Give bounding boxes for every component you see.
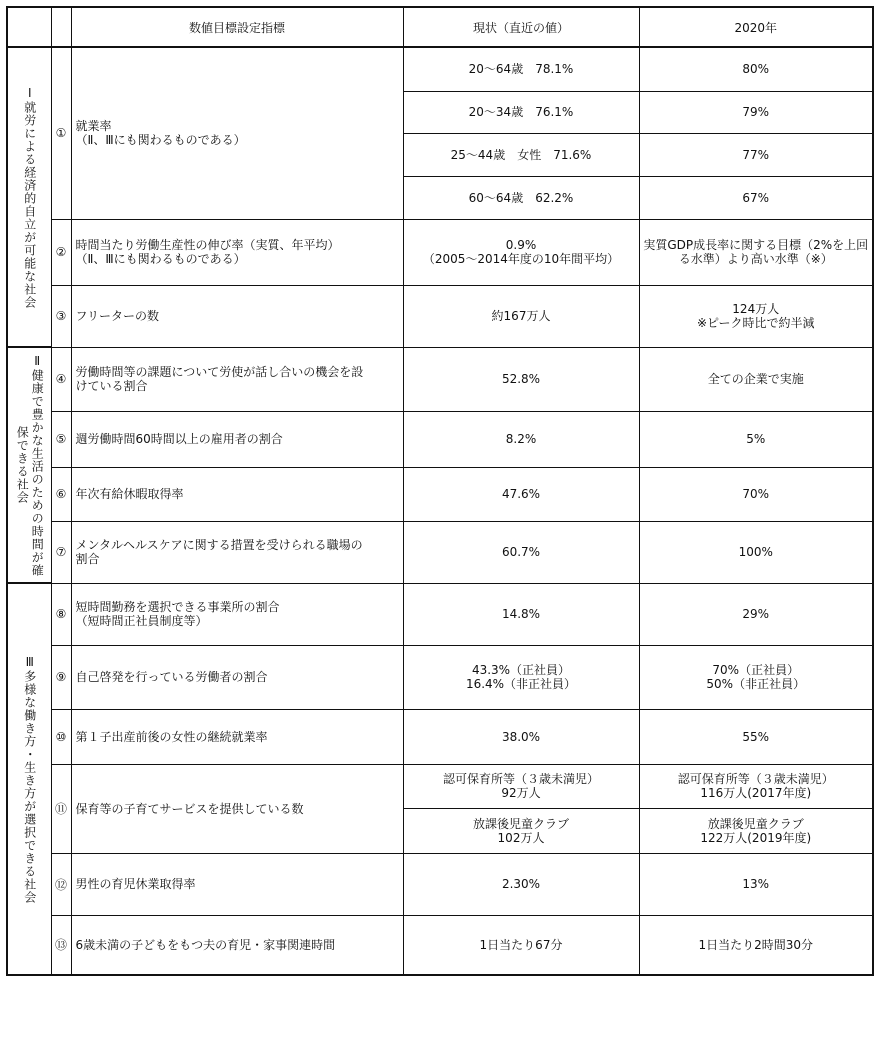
current-value: 25〜44歳 女性 71.6% bbox=[403, 133, 639, 176]
indicator-self-development: 自己啓発を行っている労働者の割合 bbox=[71, 645, 403, 709]
current-value: 14.8% bbox=[403, 583, 639, 645]
indicator-line: 労働時間等の課題について労使が話し合いの機会を設 bbox=[75, 365, 364, 379]
value-line: 認可保育所等（３歳未満児） bbox=[442, 772, 599, 786]
indicator-line: （Ⅱ、Ⅲにも関わるものである） bbox=[75, 133, 246, 148]
target-value: 100% bbox=[639, 521, 873, 583]
target-value: 77% bbox=[639, 133, 873, 176]
value-line: （2005〜2014年度の10年間平均） bbox=[422, 252, 620, 266]
indicator-line: けている割合 bbox=[75, 379, 148, 393]
current-value: 20〜34歳 76.1% bbox=[403, 91, 639, 133]
current-value: 20〜64歳 78.1% bbox=[403, 47, 639, 91]
row-number: ⑬ bbox=[51, 915, 71, 975]
row-number: ③ bbox=[51, 285, 71, 347]
row-number: ⑦ bbox=[51, 521, 71, 583]
value-line: 16.4%（非正社員） bbox=[465, 677, 577, 691]
table-row bbox=[7, 915, 873, 975]
table-row bbox=[7, 285, 873, 347]
target-value: 80% bbox=[639, 47, 873, 91]
indicator-childcare-services: 保育等の子育てサービスを提供している数 bbox=[71, 764, 403, 853]
indicator-husband-housework: 6歳未満の子どもをもつ夫の育児・家事関連時間 bbox=[71, 915, 403, 975]
targets-table bbox=[6, 6, 874, 976]
category-label: Ⅲ多様な働き方・生き方が選択できる社会 bbox=[22, 654, 37, 904]
table-row bbox=[7, 347, 873, 411]
category-I bbox=[7, 47, 51, 347]
table-row bbox=[7, 764, 873, 808]
category-III bbox=[7, 583, 51, 975]
current-value: 60.7% bbox=[403, 521, 639, 583]
table-row bbox=[7, 47, 873, 91]
value-line: 122万人(2019年度) bbox=[700, 830, 812, 845]
indicator-line: メンタルヘルスケアに関する措置を受けられる職場の bbox=[75, 538, 363, 552]
row-number: ⑤ bbox=[51, 411, 71, 467]
value-line: 50%（非正社員） bbox=[706, 677, 806, 691]
value-line: 92万人 bbox=[501, 786, 541, 800]
table-row bbox=[7, 467, 873, 521]
indicator-line: 就業率 bbox=[75, 119, 112, 134]
header-row bbox=[7, 7, 873, 47]
target-value: 70% bbox=[639, 467, 873, 521]
current-value bbox=[403, 219, 639, 285]
indicator-freeters: フリーターの数 bbox=[71, 285, 403, 347]
indicator-employment-rate bbox=[71, 47, 403, 219]
current-value bbox=[403, 808, 639, 853]
header-category bbox=[7, 7, 51, 47]
current-value: 60〜64歳 62.2% bbox=[403, 176, 639, 219]
current-value: 47.6% bbox=[403, 467, 639, 521]
value-line: ※ピーク時比で約半減 bbox=[696, 316, 815, 330]
table-row bbox=[7, 219, 873, 285]
target-value bbox=[639, 219, 873, 285]
target-value bbox=[639, 285, 873, 347]
current-value: 52.8% bbox=[403, 347, 639, 411]
header-number bbox=[51, 7, 71, 47]
value-line: 認可保育所等（３歳未満児） bbox=[677, 772, 834, 786]
row-number: ⑥ bbox=[51, 467, 71, 521]
indicator-line: 時間当たり労働生産性の伸び率（実質、年平均） bbox=[75, 238, 340, 252]
current-value: 38.0% bbox=[403, 709, 639, 764]
category-label: Ⅰ就労による経済的自立が可能な社会 bbox=[22, 85, 37, 309]
row-number: ⑪ bbox=[51, 764, 71, 853]
header-indicator: 数値目標設定指標 bbox=[71, 7, 403, 47]
value-line: 放課後児童クラブ bbox=[707, 816, 804, 831]
indicator-paternity-leave: 男性の育児休業取得率 bbox=[71, 853, 403, 915]
indicator-line: （Ⅱ、Ⅲにも関わるものである） bbox=[75, 252, 246, 266]
value-line: 43.3%（正社員） bbox=[471, 663, 571, 677]
current-value bbox=[403, 764, 639, 808]
row-number: ⑨ bbox=[51, 645, 71, 709]
current-value: 8.2% bbox=[403, 411, 639, 467]
row-number: ② bbox=[51, 219, 71, 285]
table-row bbox=[7, 853, 873, 915]
indicator-long-hours: 週労働時間60時間以上の雇用者の割合 bbox=[71, 411, 403, 467]
value-line: 実質GDP成長率に関する目標（2%を上回 bbox=[643, 238, 869, 252]
value-line: 0.9% bbox=[505, 238, 537, 252]
row-number: ④ bbox=[51, 347, 71, 411]
indicator-short-hours bbox=[71, 583, 403, 645]
row-number: ⑫ bbox=[51, 853, 71, 915]
row-number: ⑧ bbox=[51, 583, 71, 645]
target-value: 全ての企業で実施 bbox=[639, 347, 873, 411]
indicator-paid-leave: 年次有給休暇取得率 bbox=[71, 467, 403, 521]
value-line: 放課後児童クラブ bbox=[472, 816, 569, 831]
category-II bbox=[7, 347, 51, 583]
target-value: 1日当たり2時間30分 bbox=[639, 915, 873, 975]
target-value bbox=[639, 645, 873, 709]
table-row bbox=[7, 411, 873, 467]
current-value bbox=[403, 645, 639, 709]
target-value: 5% bbox=[639, 411, 873, 467]
target-value bbox=[639, 764, 873, 808]
table-row bbox=[7, 709, 873, 764]
current-value: 約167万人 bbox=[403, 285, 639, 347]
target-value: 13% bbox=[639, 853, 873, 915]
table-row bbox=[7, 583, 873, 645]
current-value: 2.30% bbox=[403, 853, 639, 915]
target-value: 79% bbox=[639, 91, 873, 133]
row-number: ① bbox=[51, 47, 71, 219]
indicator-continued-employment: 第１子出産前後の女性の継続就業率 bbox=[71, 709, 403, 764]
value-line: 70%（正社員） bbox=[712, 663, 800, 677]
target-value bbox=[639, 808, 873, 853]
header-target: 2020年 bbox=[639, 7, 873, 47]
table-row bbox=[7, 521, 873, 583]
indicator-line: 割合 bbox=[75, 552, 100, 566]
value-line: 124万人 bbox=[732, 302, 780, 316]
row-number: ⑩ bbox=[51, 709, 71, 764]
header-current: 現状（直近の値） bbox=[403, 7, 639, 47]
target-value: 55% bbox=[639, 709, 873, 764]
indicator-productivity bbox=[71, 219, 403, 285]
target-value: 29% bbox=[639, 583, 873, 645]
indicator-mental-health bbox=[71, 521, 403, 583]
value-line: 116万人(2017年度) bbox=[700, 786, 812, 800]
target-value: 67% bbox=[639, 176, 873, 219]
value-line: 102万人 bbox=[497, 830, 545, 845]
current-value: 1日当たり67分 bbox=[403, 915, 639, 975]
category-label: Ⅱ健康で豊かな生活のための時間が確保できる社会 bbox=[15, 353, 45, 577]
indicator-labor-talks bbox=[71, 347, 403, 411]
indicator-line: （短時間正社員制度等） bbox=[75, 614, 208, 628]
value-line: る水準）より高い水準（※） bbox=[678, 252, 833, 266]
indicator-line: 短時間勤務を選択できる事業所の割合 bbox=[75, 600, 280, 614]
table-row bbox=[7, 645, 873, 709]
